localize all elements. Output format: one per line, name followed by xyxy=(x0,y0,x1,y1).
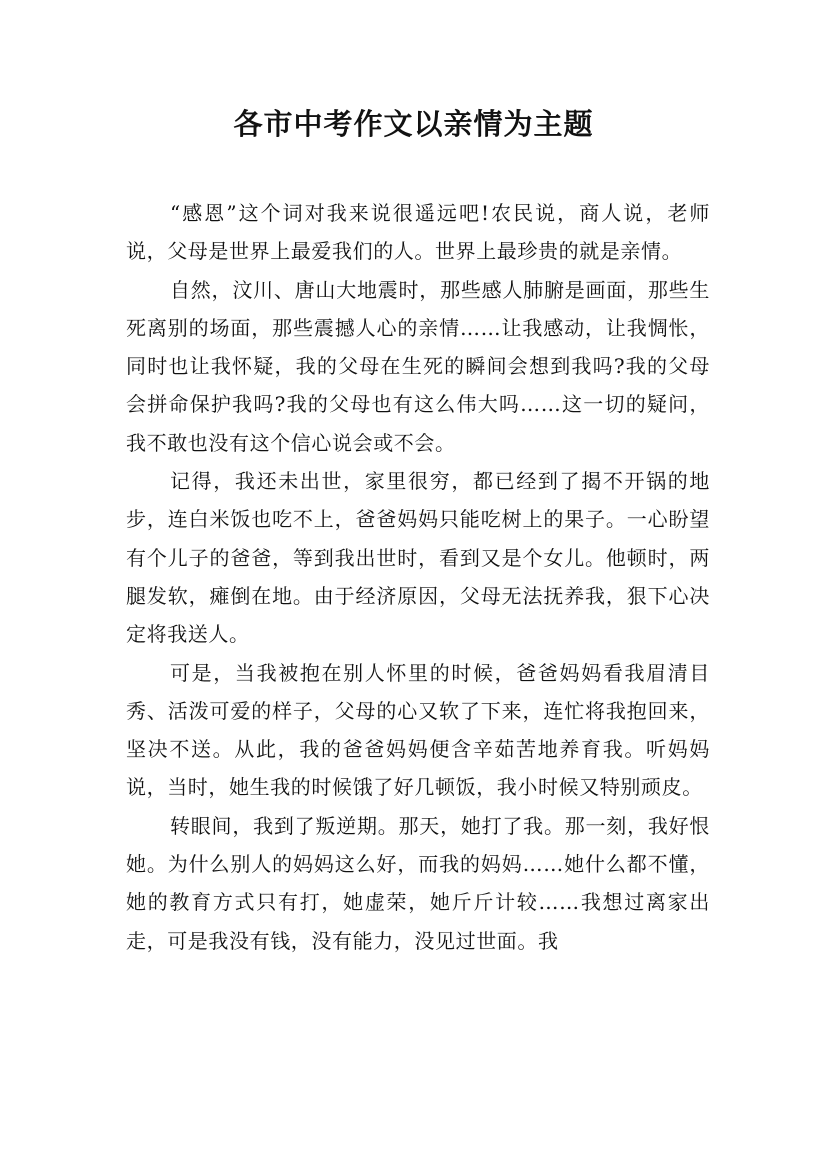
paragraph: 转眼间，我到了叛逆期。那天，她打了我。那一刻，我好恨她。为什么别人的妈妈这么好，而我的妈妈……她什么都不懂，她的教育方式只有打，她虚荣，她斤斤计较……我想过离家出走，可是我没有钱，没有能力，没见过世面。我 xyxy=(126,813,710,953)
paragraph: 可是，当我被抱在别人怀里的时候，爸爸妈妈看我眉清目秀、活泼可爱的样子，父母的心又软了下来，连忙将我抱回来，坚决不送。从此，我的爸爸妈妈便含辛茹苦地养育我。听妈妈说，当时，她生我的时候饿了好几顿饭，我小时候又特别顽皮。 xyxy=(126,660,710,800)
paragraph: “感恩”这个词对我来说很遥远吧!农民说，商人说，老师说，父母是世界上最爱我们的人。世界上最珍贵的就是亲情。 xyxy=(126,201,710,264)
paragraph: 自然，汶川、唐山大地震时，那些感人肺腑是画面，那些生死离别的场面，那些震撼人心的亲情……让我感动，让我惆怅，同时也让我怀疑，我的父母在生死的瞬间会想到我吗?我的父母会拼命保护我吗?我的父母也有这么伟大吗……这一切的疑问，我不敢也没有这个信心说会或不会。 xyxy=(126,277,710,455)
document-title: 各市中考作文以亲情为主题 xyxy=(233,107,594,141)
paragraph: 记得，我还未出世，家里很穷，都已经到了揭不开锅的地步，连白米饭也吃不上，爸爸妈妈只能吃树上的果子。一心盼望有个儿子的爸爸，等到我出世时，看到又是个女儿。他顿时，两腿发软，瘫倒在地。由于经济原因，父母无法抚养我，狠下心决定将我送人。 xyxy=(126,469,710,647)
document-body xyxy=(126,194,710,960)
